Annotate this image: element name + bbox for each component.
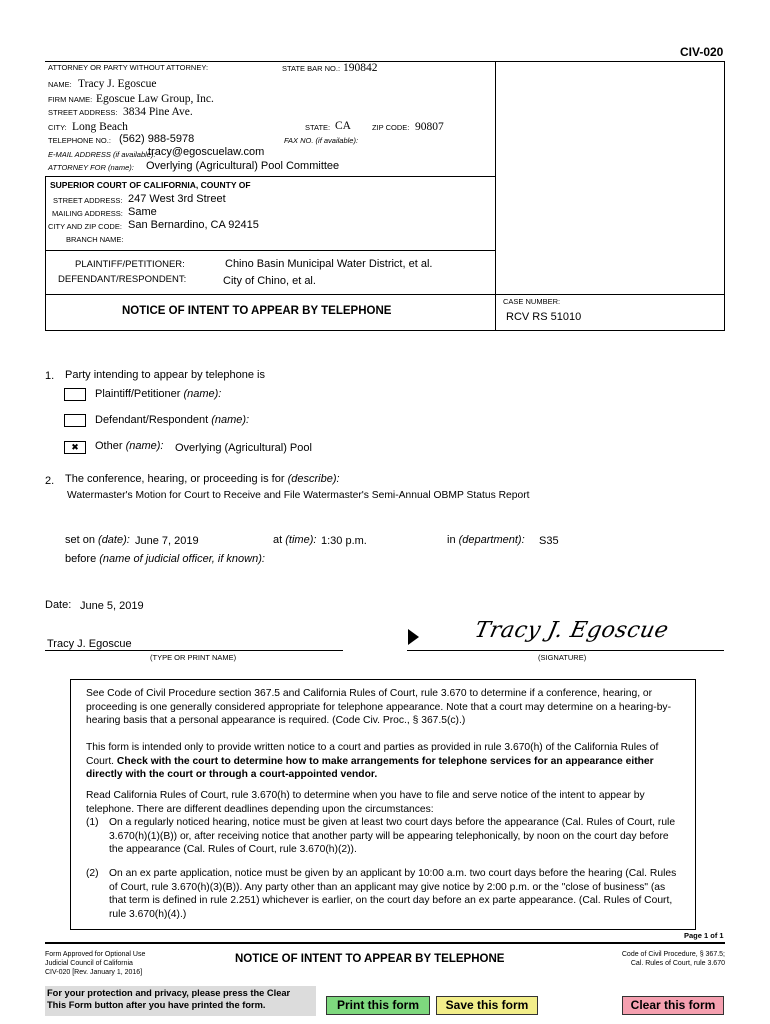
hearing-date-field[interactable]: June 7, 2019 bbox=[135, 535, 199, 547]
date-label: Date: bbox=[45, 599, 72, 611]
name-label: NAME: bbox=[48, 80, 72, 89]
item2-text: The conference, hearing, or proceeding is for (describe): bbox=[65, 473, 340, 485]
attorney-for-field[interactable]: Overlying (Agricultural) Pool Committee bbox=[146, 160, 340, 172]
info-item-1-text: On a regularly noticed hearing, notice must be given at least two court days before the appearance (Cal. Rules of Court, rule 3.670(h)(1)(B)) or, after receiving notice that another party will be appearing telephonically, by noon on the court day before the appearance (Cal. Rules of Court, rule 3.670(h)(2)). bbox=[109, 817, 676, 855]
email-field[interactable]: tracy@egoscuelaw.com bbox=[148, 146, 265, 158]
at-time-label: at (time): bbox=[273, 534, 317, 546]
court-mailing-field[interactable]: Same bbox=[128, 206, 157, 218]
firm-label: FIRM NAME: bbox=[48, 95, 93, 104]
page-number: Page 1 of 1 bbox=[684, 931, 724, 940]
court-city-label: CITY AND ZIP CODE: bbox=[48, 222, 122, 231]
court-street-field[interactable]: 247 West 3rd Street bbox=[128, 193, 226, 205]
form-title: NOTICE OF INTENT TO APPEAR BY TELEPHONE bbox=[122, 305, 392, 317]
court-city-field[interactable]: San Bernardino, CA 92415 bbox=[128, 219, 259, 231]
print-form-button[interactable]: Print this form bbox=[326, 996, 430, 1015]
attorney-name-field[interactable]: Tracy J. Egoscue bbox=[78, 78, 157, 90]
info-paragraph-3: Read California Rules of Court, rule 3.670(h) to determine when you have to file and serve notice of the intent to appear by telephone. There are different deadlines depending upon the circumstances: bbox=[86, 790, 645, 815]
court-street-label: STREET ADDRESS: bbox=[53, 196, 123, 205]
case-number-field[interactable]: RCV RS 51010 bbox=[506, 311, 582, 323]
other-checkbox[interactable]: ✖ bbox=[64, 441, 86, 454]
info-paragraph-2: This form is intended only to provide written notice to a court and parties as provided in rule 3.670(h) of the California Rules of Court. Check with the court to determine how to make arrangements for telephone services for an appearance either directly with the court or through a court-appointed vendor. bbox=[86, 742, 659, 780]
city-label: CITY: bbox=[48, 123, 67, 132]
footer-left-1: Form Approved for Optional Use bbox=[45, 951, 146, 958]
city-field[interactable]: Long Beach bbox=[72, 121, 128, 133]
plaintiff-field[interactable]: Chino Basin Municipal Water District, et al. bbox=[225, 258, 433, 270]
privacy-notice: For your protection and privacy, please press the Clear This Form button after you have printed the form. bbox=[45, 986, 316, 1016]
street-address-field[interactable]: 3834 Pine Ave. bbox=[123, 106, 193, 118]
other-name-field[interactable]: Overlying (Agricultural) Pool bbox=[175, 442, 312, 454]
footer-left-3: CIV-020 [Rev. January 1, 2016] bbox=[45, 969, 143, 976]
item1-text: Party intending to appear by telephone is bbox=[65, 369, 265, 381]
item1-number: 1. bbox=[45, 370, 55, 382]
department-field[interactable]: S35 bbox=[539, 535, 559, 547]
attorney-for-label: ATTORNEY FOR (name): bbox=[48, 163, 134, 172]
zip-label: ZIP CODE: bbox=[372, 123, 410, 132]
info-item-1-number: (1) bbox=[86, 817, 99, 828]
attorney-section-label: ATTORNEY OR PARTY WITHOUT ATTORNEY: bbox=[48, 63, 209, 72]
item2-number: 2. bbox=[45, 475, 55, 487]
zip-field[interactable]: 90807 bbox=[415, 121, 444, 133]
info-paragraph-1: See Code of Civil Procedure section 367.5 and California Rules of Court, rule 3.670 to determine if a conference, hearing, or proceeding is one generally considered appropriate for telephone appearance. Note that a court may determine on a hearing-by-hearing basis that a personal appearance is required. (Code Civ. Proc., § 367.5(c).) bbox=[86, 688, 672, 726]
email-label: E-MAIL ADDRESS (if available): bbox=[48, 150, 156, 159]
firm-name-field[interactable]: Egoscue Law Group, Inc. bbox=[96, 93, 214, 105]
street-label: STREET ADDRESS: bbox=[48, 108, 118, 117]
court-mailing-label: MAILING ADDRESS: bbox=[52, 209, 123, 218]
info-item-2-text: On an ex parte application, notice must be given by an applicant by 10:00 a.m. two court days before the hearing (Cal. Rules of Court, rule 3.670(h)(3)(B)). Any party other than an applicant may give notice by 2:00 p.m. or the "close of business" (as that term is defined in rule 2.251) whichever is earlier, on the court day before an ex parte appearance. (Cal. Rules of Court, rule 3.670(h)(4).) bbox=[109, 868, 677, 920]
clear-form-button[interactable]: Clear this form bbox=[622, 996, 724, 1015]
phone-label: TELEPHONE NO.: bbox=[48, 136, 111, 145]
type-print-caption: (TYPE OR PRINT NAME) bbox=[150, 653, 237, 662]
form-id: CIV-020 bbox=[680, 45, 724, 59]
arrow-icon bbox=[408, 629, 420, 645]
in-department-label: in (department): bbox=[447, 534, 525, 546]
typed-name-field[interactable]: Tracy J. Egoscue bbox=[47, 638, 132, 650]
information-box bbox=[70, 679, 696, 930]
footer-right-1: Code of Civil Procedure, § 367.5; bbox=[621, 951, 725, 958]
defendant-field[interactable]: City of Chino, et al. bbox=[223, 275, 316, 287]
state-bar-field[interactable]: 190842 bbox=[343, 62, 378, 74]
proceeding-description-field[interactable]: Watermaster's Motion for Court to Receive and File Watermaster's Semi-Annual OBMP Status Report bbox=[67, 490, 530, 501]
signature-caption: (SIGNATURE) bbox=[538, 653, 587, 662]
defendant-label: DEFENDANT/RESPONDENT: bbox=[58, 274, 187, 285]
phone-field[interactable]: (562) 988-5978 bbox=[119, 133, 195, 145]
footer-right-2: Cal. Rules of Court, rule 3.670 bbox=[630, 960, 725, 967]
fax-label: FAX NO. (if available): bbox=[284, 136, 359, 145]
hearing-time-field[interactable]: 1:30 p.m. bbox=[321, 535, 367, 547]
plaintiff-checkbox[interactable] bbox=[64, 388, 86, 401]
state-field[interactable]: CA bbox=[335, 120, 351, 132]
court-heading: SUPERIOR COURT OF CALIFORNIA, COUNTY OF bbox=[50, 180, 251, 190]
plaintiff-option: Plaintiff/Petitioner (name): bbox=[95, 388, 222, 400]
signature-image: Tracy J. Egoscue bbox=[472, 618, 672, 643]
plaintiff-label: PLAINTIFF/PETITIONER: bbox=[75, 259, 185, 270]
other-option: Other (name): bbox=[95, 440, 164, 452]
footer-title: NOTICE OF INTENT TO APPEAR BY TELEPHONE bbox=[235, 953, 505, 965]
defendant-option: Defendant/Respondent (name): bbox=[95, 414, 250, 426]
case-number-label: CASE NUMBER: bbox=[503, 297, 561, 306]
set-on-label: set on (date): bbox=[65, 534, 130, 546]
judicial-officer-label: before (name of judicial officer, if known): bbox=[65, 553, 265, 565]
state-label: STATE: bbox=[305, 123, 331, 132]
defendant-checkbox[interactable] bbox=[64, 414, 86, 427]
court-branch-label: BRANCH NAME: bbox=[66, 235, 124, 244]
state-bar-label: STATE BAR NO.: bbox=[282, 64, 341, 73]
save-form-button[interactable]: Save this form bbox=[436, 996, 538, 1015]
info-item-2-number: (2) bbox=[86, 868, 99, 879]
footer-left-2: Judicial Council of California bbox=[45, 960, 133, 967]
date-field[interactable]: June 5, 2019 bbox=[80, 600, 144, 612]
